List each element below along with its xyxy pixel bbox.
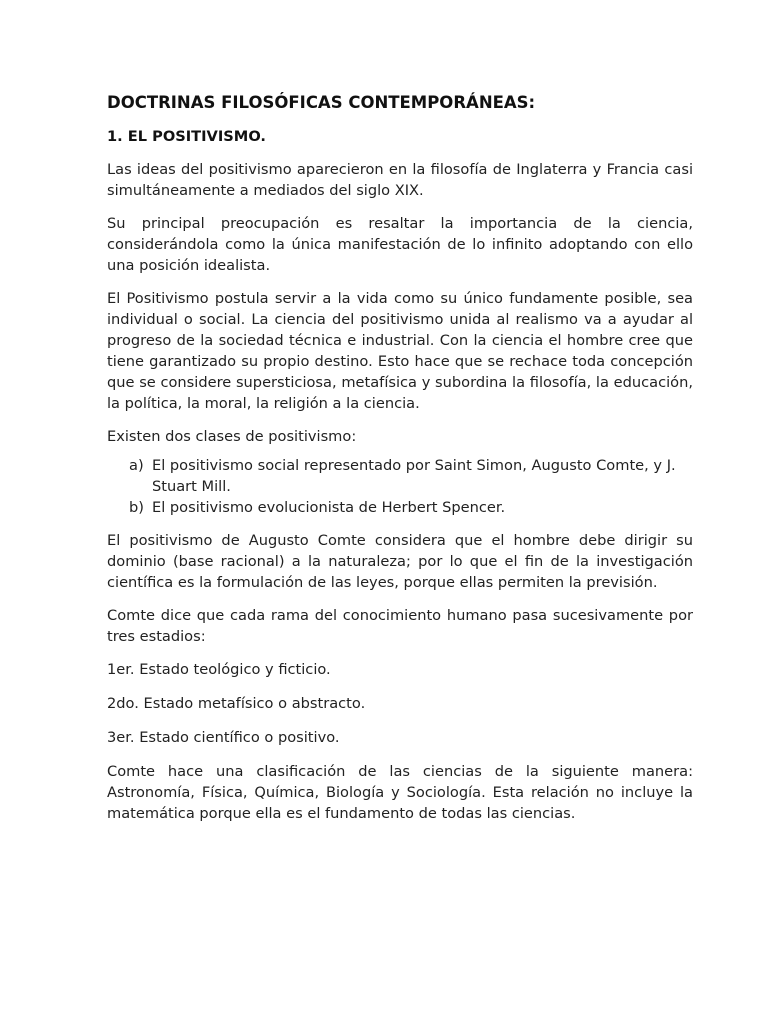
list-item xyxy=(107,455,693,497)
stage-3: 3er. Estado científico o positivo. xyxy=(107,729,340,746)
stage-2: 2do. Estado metafísico o abstracto. xyxy=(107,695,366,712)
stage-1: 1er. Estado teológico y ficticio. xyxy=(107,661,331,678)
document-title: DOCTRINAS FILOSÓFICAS CONTEMPORÁNEAS: xyxy=(107,93,536,112)
paragraph-classification: Comte hace una clasificación de las ciencias de la siguiente manera: Astronomía, Física, Química, Biología y Sociología. Esta relación no incluye la matemática porque ella es el fundamento de todas las ciencias. xyxy=(107,763,693,822)
list-item-text: El positivismo evolucionista de Herbert Spencer. xyxy=(152,499,506,516)
paragraph-stages: Comte dice que cada rama del conocimiento humano pasa sucesivamente por tres estadios: xyxy=(107,607,693,645)
list-item xyxy=(107,497,693,518)
list-marker: b) xyxy=(129,499,144,516)
section-title: 1. EL POSITIVISMO. xyxy=(107,128,266,145)
paragraph-comte: El positivismo de Augusto Comte considera que el hombre debe dirigir su dominio (base racional) a la naturaleza; por lo que el fin de la investigación científica es la formulación de las leyes, porque ellas permiten la previsión. xyxy=(107,532,693,591)
paragraph-concern: Su principal preocupación es resaltar la importancia de la ciencia, considerándola como la única manifestación de lo infinito adoptando con ello una posición idealista. xyxy=(107,215,693,274)
paragraph-classes: Existen dos clases de positivismo: xyxy=(107,428,357,445)
document-page xyxy=(107,88,693,836)
positivism-types-list xyxy=(107,455,693,518)
list-item-text: El positivismo social representado por Saint Simon, Augusto Comte, y J. Stuart Mill. xyxy=(152,457,676,495)
list-marker: a) xyxy=(129,457,144,474)
paragraph-postulate: El Positivismo postula servir a la vida como su único fundamente posible, sea individual o social. La ciencia del positivismo unida al realismo va a ayudar al progreso de la sociedad técnica e industrial. Con la ciencia el hombre cree que tiene garantizado su propio destino. Esto hace que se rechace toda concepción que se considere supersticiosa, metafísica y subordina la filosofía, la educación, la política, la moral, la religión a la ciencia. xyxy=(107,290,693,412)
paragraph-intro: Las ideas del positivismo aparecieron en la filosofía de Inglaterra y Francia casi simultáneamente a mediados del siglo XIX. xyxy=(107,161,693,199)
